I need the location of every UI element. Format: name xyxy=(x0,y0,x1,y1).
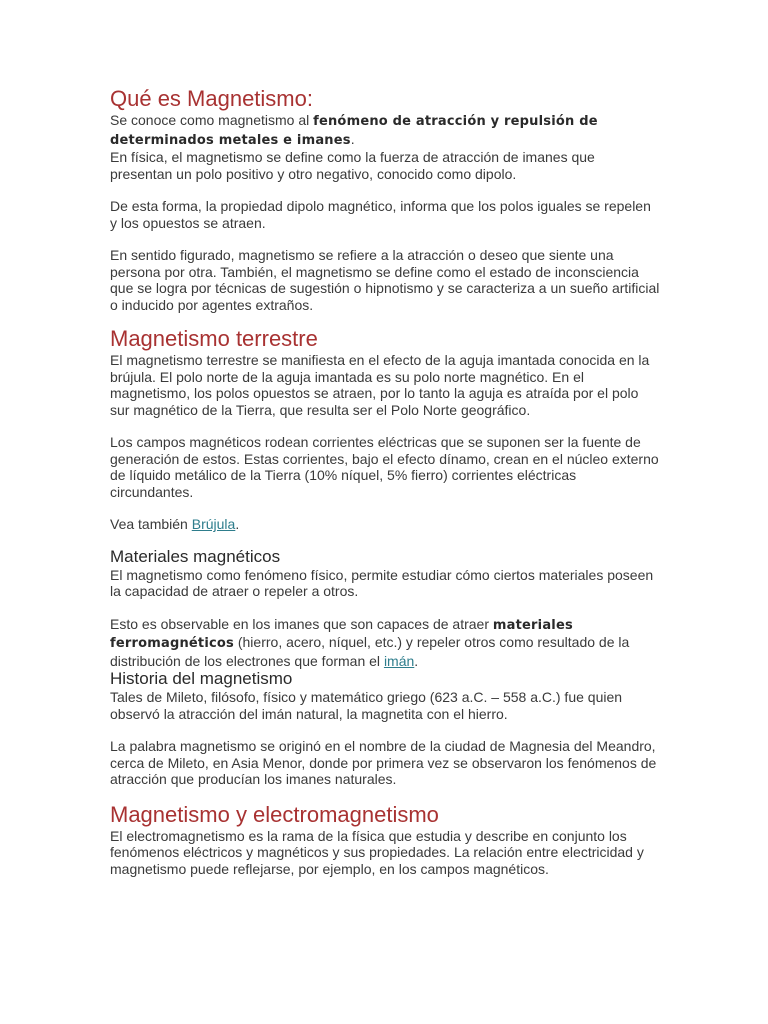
heading-materiales-magneticos: Materiales magnéticos xyxy=(110,546,281,566)
paragraph-definition xyxy=(110,112,660,149)
heading-magnetismo-terrestre: Magnetismo terrestre xyxy=(110,326,318,351)
article-body xyxy=(110,86,660,877)
paragraph-physics: En física, el magnetismo se define como la fuerza de atracción de imanes que presentan un polo positivo y otro negativo, conocido como dipolo. xyxy=(110,149,595,182)
paragraph-see-also xyxy=(110,516,660,533)
paragraph-dipole: De esta forma, la propiedad dipolo magnético, informa que los polos iguales se repelen y los opuestos se atraen. xyxy=(110,198,651,231)
paragraph-ferromagnetic xyxy=(110,616,660,670)
text-span: Esto es observable en los imanes que son capaces de atraer xyxy=(110,615,493,632)
text-span: . xyxy=(235,516,240,532)
paragraph-magnesia: La palabra magnetismo se originó en el nombre de la ciudad de Magnesia del Meandro, cerca de Mileto, en Asia Menor, donde por primera vez se observaron los fenómenos de atracción que producían los imanes naturales. xyxy=(110,738,657,787)
paragraph-electromagnetism: El electromagnetismo es la rama de la física que estudia y describe en conjunto los fenómenos eléctricos y magnéticos y sus propiedades. La relación entre electricidad y magnetismo puede reflejarse, por ejemplo, en los campos magnéticos. xyxy=(110,827,644,877)
bold-text: materiales ferromagnéticos xyxy=(110,617,573,651)
text-span: . xyxy=(350,130,355,147)
paragraph-terrestrial: El magnetismo terrestre se manifiesta en el efecto de la aguja imantada conocida en la brújula. El polo norte de la aguja imantada es su polo norte magnético. En el magnetismo, los polos opuestos se atraen, por lo tanto la aguja es atraída por el polo sur magnético de la Tierra, que resulta ser el Polo Norte geográfico. xyxy=(110,352,650,418)
paragraph-materials: El magnetismo como fenómeno físico, permite estudiar cómo ciertos materiales poseen la capacidad de atraer o repeler a otros. xyxy=(110,566,654,599)
iman-link[interactable]: imán xyxy=(383,652,415,669)
text-span: . xyxy=(414,652,419,669)
paragraph-magnetic-fields: Los campos magnéticos rodean corrientes eléctricas que se suponen ser la fuente de generación de estos. Estas corrientes, bajo el efecto dínamo, crean en el núcleo externo de líquido metálico de la Tierra (10% níquel, 5% fierro) corrientes eléctricas circundantes. xyxy=(110,434,659,500)
text-span: (hierro, acero, níquel, etc.) y repeler otros como resultado de la distribución de los electrones que forman el xyxy=(110,634,630,669)
text-span: Se conoce como magnetismo al xyxy=(110,112,314,128)
bold-text: fenómeno de atracción y repulsión de determinados metales e imanes xyxy=(110,114,598,148)
heading-que-es-magnetismo: Qué es Magnetismo: xyxy=(110,86,313,111)
text-span: Vea también xyxy=(110,516,192,532)
heading-historia-del-magnetismo: Historia del magnetismo xyxy=(110,669,293,688)
paragraph-tales: Tales de Mileto, filósofo, físico y matemático griego (623 a.C. – 558 a.C.) fue quien observó la atracción del imán natural, la magnetita con el hierro. xyxy=(110,689,623,722)
paragraph-figurative: En sentido figurado, magnetismo se refiere a la atracción o deseo que siente una persona por otra. También, el magnetismo se define como el estado de inconsciencia que se logra por técnicas de sugestión o hipnotismo y se caracteriza a un sueño artificial o inducido por agentes extraños. xyxy=(110,247,660,313)
heading-magnetismo-electromagnetismo: Magnetismo y electromagnetismo xyxy=(110,801,439,827)
brujula-link[interactable]: Brújula xyxy=(191,516,236,532)
